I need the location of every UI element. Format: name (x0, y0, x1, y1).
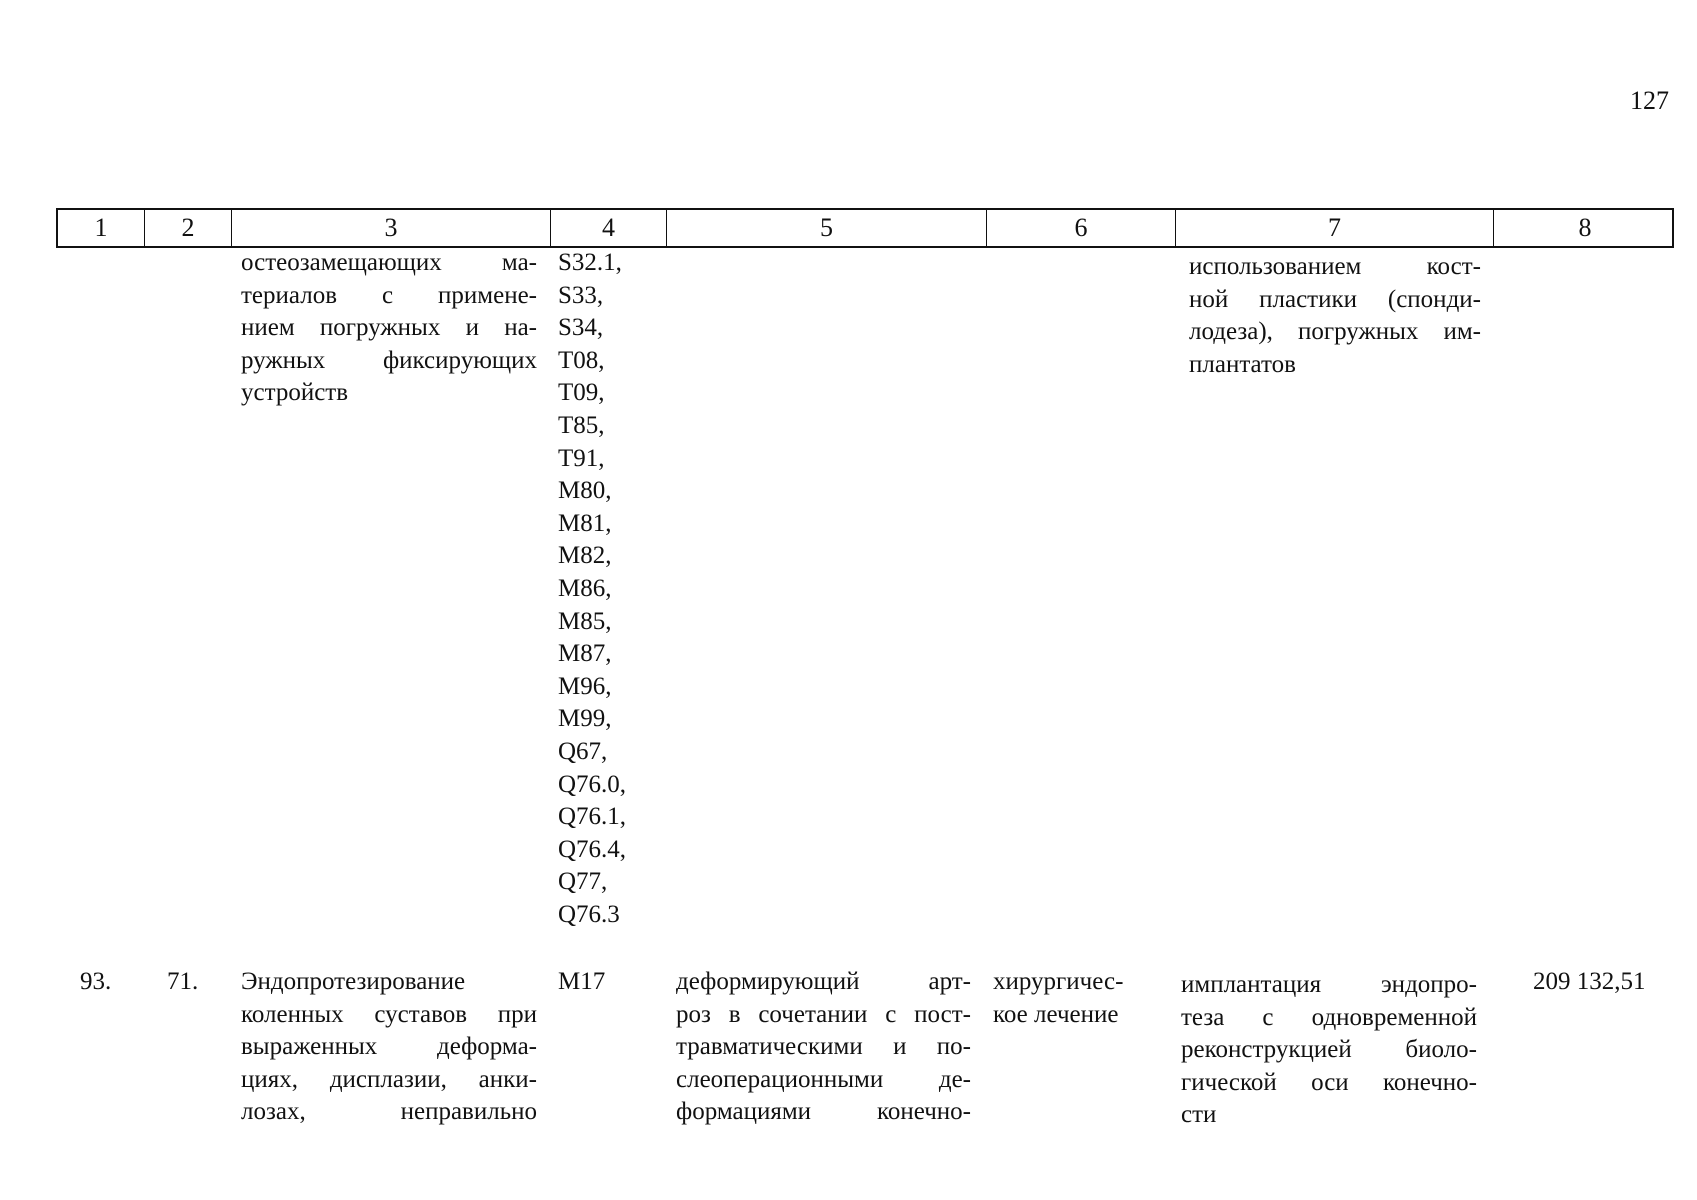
header-col-7: 7 (1176, 210, 1494, 246)
header-col-8: 8 (1578, 213, 1592, 242)
text-line: нием погружных и на- (241, 314, 537, 342)
text-line: роз в сочетании с пост- (676, 1000, 971, 1028)
icd-code: Q77, (558, 868, 608, 896)
icd-code: M80, (558, 477, 612, 505)
text-line: реконструкцией биоло- (1181, 1036, 1477, 1064)
text-line: гической оси конечно- (1181, 1068, 1477, 1096)
icd-code: Q76.1, (558, 803, 627, 831)
icd-code: S34, (558, 314, 604, 342)
text-line: имплантация эндопро- (1181, 971, 1477, 998)
text-line: остеозамещающих ма- (241, 249, 537, 276)
row93-col7-text (1181, 969, 1477, 1132)
text-line: лодеза), погружных им- (1189, 318, 1481, 346)
row93-col4-code (558, 966, 658, 999)
continuation-col4-codes (558, 247, 626, 931)
icd-code: M17 (558, 968, 606, 995)
text-line: лозах, неправильно (241, 1098, 537, 1126)
row93-col3-text (241, 966, 537, 1129)
icd-code: M82, (558, 542, 612, 570)
text-line: устройств (241, 379, 349, 407)
icd-code: Q67, (558, 737, 608, 765)
text-line: ружных фиксирующих (241, 346, 537, 374)
header-col-2: 2 (145, 210, 232, 246)
header-col-3: 3 (232, 210, 551, 246)
text-line: теза с одновременной (1181, 1003, 1477, 1031)
subgroup-number: 71. (167, 968, 199, 995)
header-col-5: 5 (667, 210, 987, 246)
text-line: териалов с примене- (241, 281, 537, 309)
icd-code: T85, (558, 411, 605, 439)
icd-code: M86, (558, 574, 612, 602)
header-col-1: 1 (58, 210, 145, 246)
row-number: 93. (80, 968, 112, 995)
text-line: слеоперационными де- (676, 1065, 971, 1093)
icd-code: M96, (558, 672, 612, 700)
header-col-4: 4 (551, 210, 667, 246)
row93-col6-text (993, 966, 1163, 1031)
page-number: 127 (1630, 86, 1669, 115)
icd-code: T09, (558, 379, 605, 407)
icd-code: S32.1, (558, 249, 622, 276)
text-line: формациями конечно- (676, 1098, 971, 1126)
continuation-col7-text (1189, 251, 1481, 381)
text-line: сти (1181, 1101, 1217, 1129)
icd-code: Q76.0, (558, 770, 627, 798)
text-line: выраженных деформа- (241, 1033, 537, 1061)
text-line: ной пластики (спонди- (1189, 285, 1481, 313)
icd-code: Q76.3 (558, 900, 620, 928)
text-line: циях, дисплазии, анки- (241, 1065, 537, 1093)
icd-code: T08, (558, 346, 605, 374)
icd-code: M85, (558, 607, 612, 635)
text-line: хирургичес- (993, 968, 1124, 995)
icd-code: S33, (558, 281, 604, 309)
continuation-col3-text (241, 247, 537, 410)
text-line: Эндопротезирование (241, 968, 466, 995)
icd-code: M99, (558, 705, 612, 733)
icd-code: T91, (558, 444, 605, 472)
text-line: плантатов (1189, 350, 1296, 378)
text-line: кое лечение (993, 1000, 1119, 1028)
row93-col5-text (676, 966, 971, 1129)
price-value: 209 132,51 (1533, 968, 1646, 995)
text-line: травматическими и по- (676, 1033, 971, 1061)
text-line: деформирующий арт- (676, 968, 971, 995)
header-col-6: 6 (987, 210, 1176, 246)
text-line: использованием кост- (1189, 253, 1481, 280)
table-header-row (56, 208, 1674, 248)
text-line: коленных суставов при (241, 1000, 537, 1028)
icd-code: M87, (558, 640, 612, 668)
icd-code: Q76.4, (558, 835, 627, 863)
icd-code: M81, (558, 509, 612, 537)
